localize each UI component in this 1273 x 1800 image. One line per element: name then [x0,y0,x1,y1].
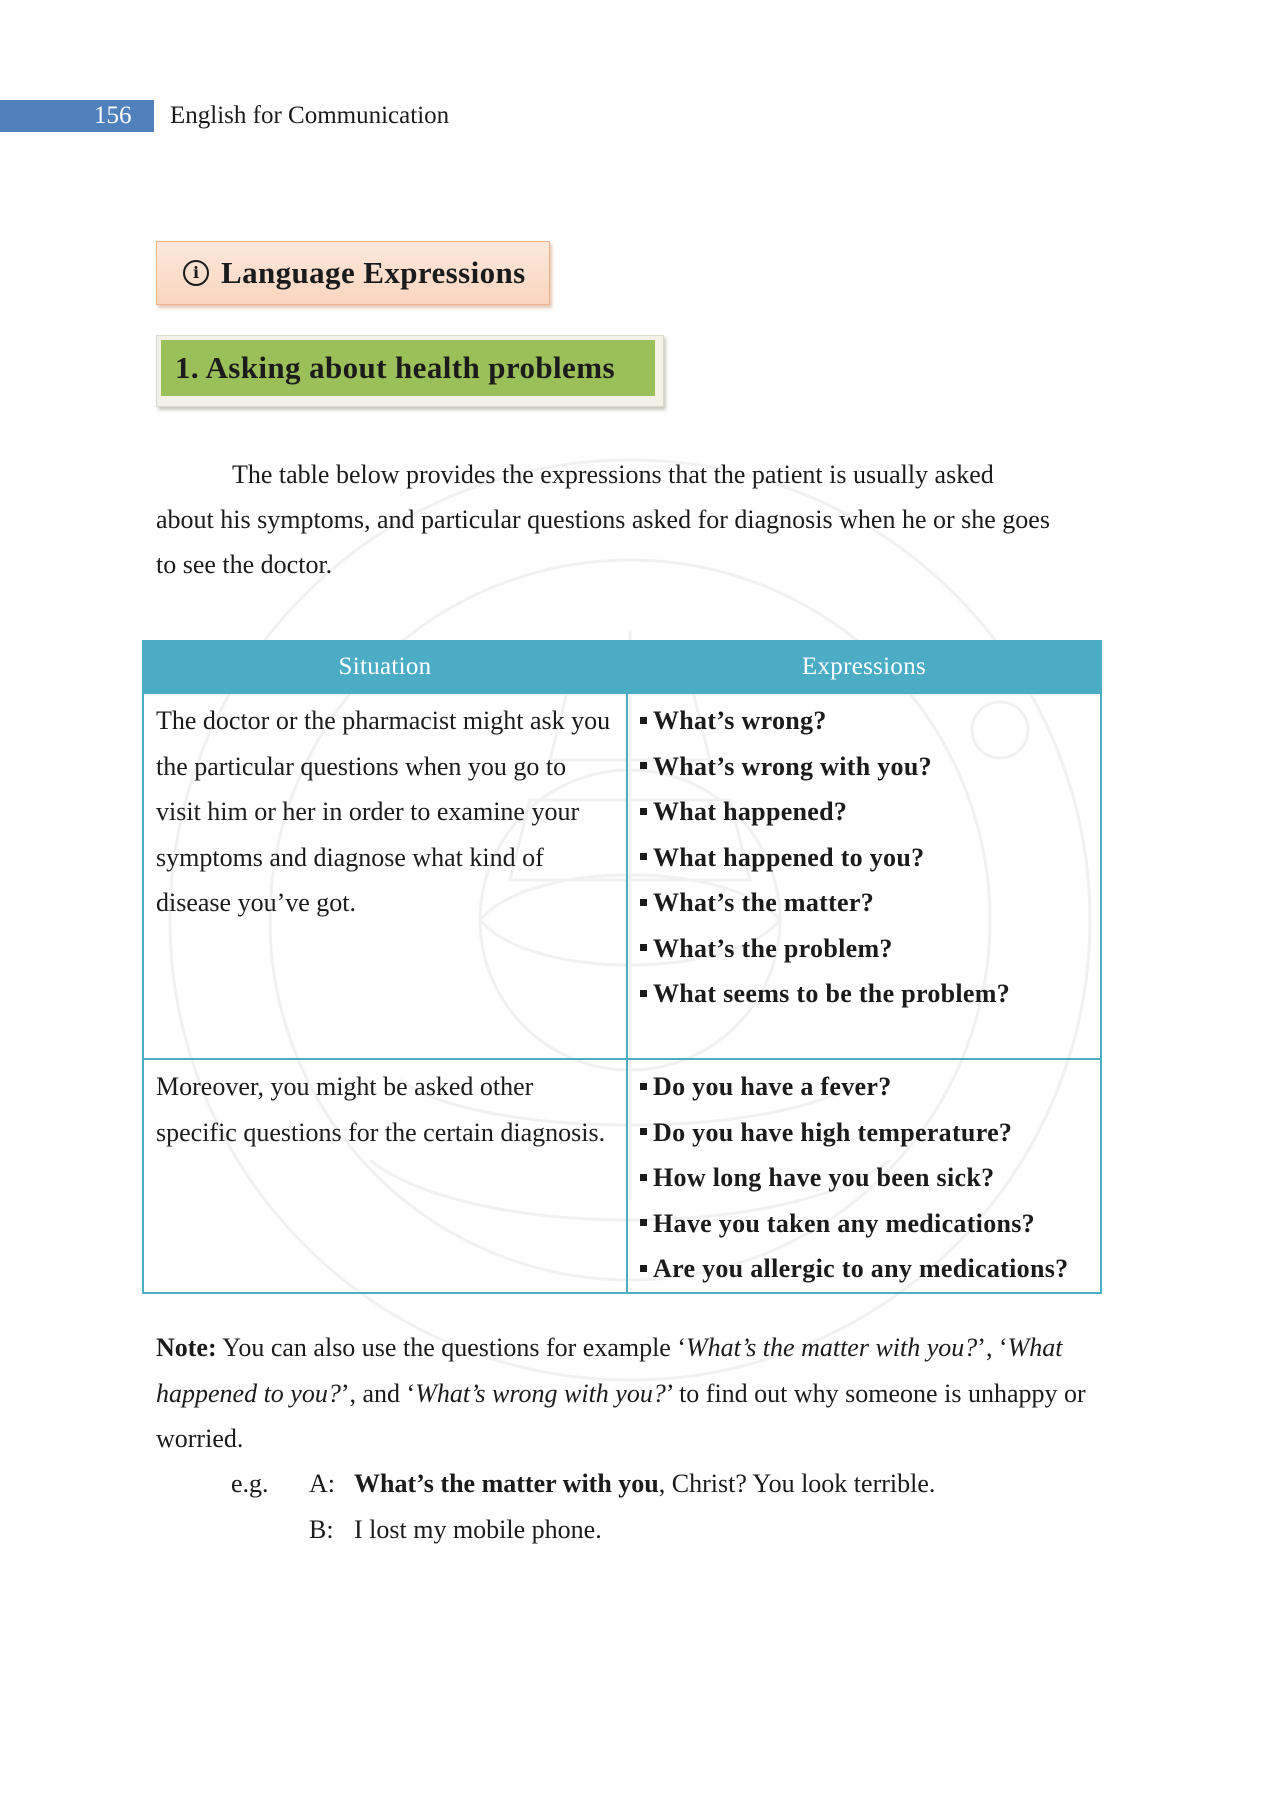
list-item [640,698,1092,744]
list-item [640,1110,1092,1156]
square-bullet-icon [640,990,647,997]
square-bullet-icon [640,1174,647,1181]
language-expressions-title: Language Expressions [221,255,526,290]
list-item [640,835,1092,881]
note-question: What’s wrong with you? [415,1378,666,1408]
note-question: What happened to you? [156,1333,1063,1408]
page-number: 156 [94,102,132,129]
expressions-list [640,1064,1092,1292]
expression-text: Have you taken any medications? [653,1208,1035,1238]
square-bullet-icon [640,1265,647,1272]
section-title: 1. Asking about health problems [161,340,655,396]
expression-text: How long have you been sick? [653,1163,995,1192]
square-bullet-icon [640,717,647,724]
note-text: ’, and ‘ [340,1378,416,1408]
expression-text: What’s the problem? [653,933,893,963]
list-item [640,1201,1092,1247]
expression-text: Are you allergic to any medications? [653,1254,1069,1283]
dialogue-line [156,1507,1116,1553]
example-label: e.g. [231,1469,269,1498]
square-bullet-icon [640,1128,647,1135]
list-item [640,880,1092,926]
square-bullet-icon [640,853,647,860]
dialogue-text [354,1461,935,1507]
expression-text: Do you have a fever? [653,1072,892,1101]
note-text: You can also use the questions for example ‘ [216,1333,686,1362]
section-heading-box [156,335,664,407]
running-title: English for Communication [170,102,450,129]
square-bullet-icon [640,762,647,769]
list-item [640,789,1092,835]
speaker-label: B: [309,1514,334,1544]
note-paragraph [156,1325,1116,1462]
list-item [640,971,1092,1017]
expressions-cell [627,1059,1101,1293]
note-label: Note: [156,1333,217,1362]
list-item [640,1155,1092,1201]
list-item [640,744,1092,790]
list-item [640,1064,1092,1110]
note-text: ’, ‘ [977,1333,1008,1362]
dialogue-rest: , Christ? You look terrible. [658,1469,936,1498]
table-header-row [143,641,1101,693]
expression-text: What’s wrong? [653,706,827,735]
dialogue-bold-phrase: What’s the matter with you [354,1469,659,1498]
info-icon: i [183,260,209,286]
column-header-expressions: Expressions [627,641,1101,693]
note-text: ’ to find out why someone is unhappy or worried. [156,1378,1086,1453]
speaker-label: A: [309,1469,335,1498]
expression-text: What seems to be the problem? [653,979,1011,1008]
expressions-table [142,640,1102,1294]
note-question: What’s the matter with you? [686,1333,978,1362]
language-expressions-box [156,241,550,305]
expression-text: What’s wrong with you? [653,751,932,781]
expressions-list [640,698,1092,1017]
square-bullet-icon [640,1219,647,1226]
expression-text: What happened? [653,797,848,826]
column-header-situation: Situation [143,641,627,693]
table-row [143,1059,1101,1293]
table-row [143,693,1101,1059]
example-dialogue [156,1461,1116,1552]
situation-cell: Moreover, you might be asked other specific questions for the certain diagnosis. [143,1059,627,1293]
square-bullet-icon [640,899,647,906]
situation-cell: The doctor or the pharmacist might ask you the particular questions when you go to visit him or her in order to examine your symptoms and diagnose what kind of disease you’ve got. [143,693,627,1059]
dialogue-text: I lost my mobile phone. [354,1514,602,1544]
expression-text: Do you have high temperature? [653,1117,1013,1147]
square-bullet-icon [640,1083,647,1090]
dialogue-line [156,1461,1116,1507]
expression-text: What happened to you? [653,842,925,872]
list-item [640,926,1092,972]
square-bullet-icon [640,944,647,951]
square-bullet-icon [640,808,647,815]
expressions-cell [627,693,1101,1059]
intro-paragraph: The table below provides the expressions that the patient is usually asked about his symptoms, and particular questions asked for diagnosis when he or she goes to see the doctor. [156,460,1050,579]
expression-text: What’s the matter? [653,888,875,917]
list-item [640,1246,1092,1292]
